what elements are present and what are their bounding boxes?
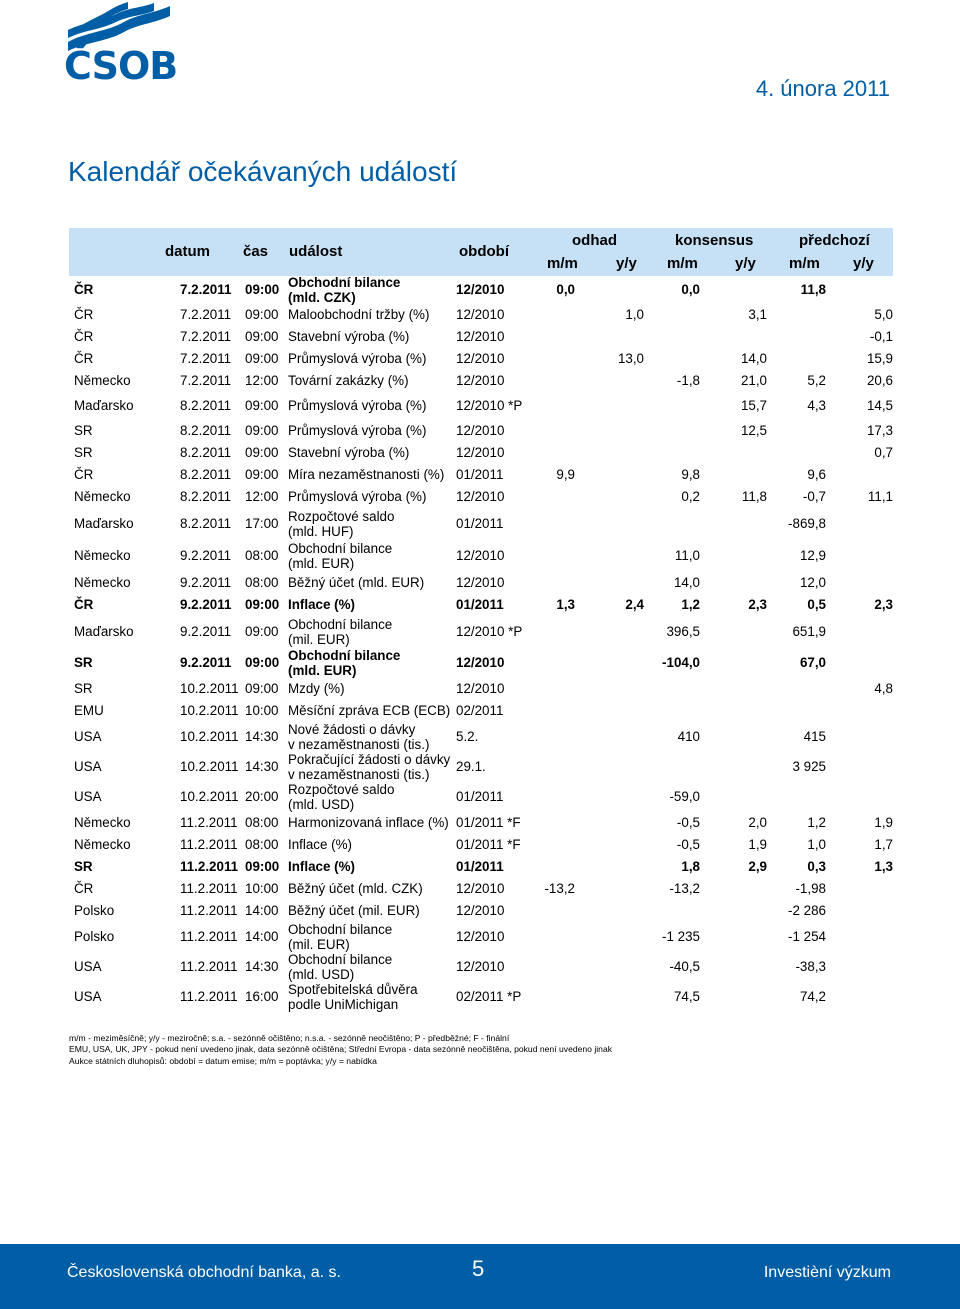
cell-date: 8.2.2011: [180, 423, 232, 438]
cell-date: 11.2.2011: [180, 959, 238, 974]
cell-kons-mm: -40,5: [669, 959, 700, 974]
cell-event: [288, 541, 392, 571]
event-line: (mil. EUR): [288, 632, 350, 647]
cell-time: 08:00: [245, 575, 279, 590]
cell-country: USA: [74, 729, 102, 744]
cell-event: Stavební výroba (%): [288, 329, 410, 344]
cell-period: 12/2010: [456, 329, 505, 344]
cell-pred-yy: 4,8: [874, 681, 893, 696]
cell-time: 08:00: [245, 548, 279, 563]
table-row: [69, 678, 893, 700]
cell-event: Měsíční zpráva ECB (ECB): [288, 703, 451, 718]
cell-country: ČR: [74, 597, 94, 612]
cell-date: 9.2.2011: [180, 624, 232, 639]
cell-odhad-mm: -13,2: [544, 881, 575, 896]
cell-event: Inflace (%): [288, 597, 355, 612]
cell-pred-mm: 3 925: [792, 759, 826, 774]
cell-kons-yy: 2,0: [748, 815, 767, 830]
cell-kons-mm: 410: [677, 729, 700, 744]
cell-event: Tovární zakázky (%): [288, 373, 409, 388]
cell-period: 12/2010: [456, 655, 505, 670]
cell-date: 8.2.2011: [180, 467, 232, 482]
cell-pred-mm: 12,0: [799, 575, 826, 590]
cell-period: 01/2011: [456, 789, 504, 804]
event-line: Obchodní bilance: [288, 922, 393, 937]
cell-kons-mm: 9,8: [681, 467, 700, 482]
cell-pred-mm: -1 254: [788, 929, 826, 944]
table-row: [69, 616, 893, 648]
cell-country: ČR: [74, 351, 94, 366]
cell-event: Průmyslová výroba (%): [288, 398, 427, 413]
header-pred-mm: m/m: [789, 255, 820, 272]
table-row: [69, 722, 893, 752]
page-title: Kalendář očekávaných událostí: [68, 156, 458, 187]
event-line: v nezaměstnanosti (tis.): [288, 767, 430, 782]
cell-event: [288, 275, 400, 305]
cell-pred-mm: 415: [803, 729, 826, 744]
cell-pred-mm: 11,8: [800, 282, 826, 297]
header-cas: čas: [243, 243, 269, 260]
events-table: [69, 228, 893, 1012]
cell-country: Maďarsko: [74, 516, 134, 531]
footer-page-number: 5: [472, 1256, 485, 1281]
cell-period: 12/2010 *P: [456, 398, 523, 413]
cell-event: Inflace (%): [288, 859, 355, 874]
table-row: [69, 782, 893, 812]
cell-pred-mm: -0,7: [802, 489, 826, 504]
footnote-line: EMU, USA, UK, JPY - pokud není uvedeno jinak, data sezónně očištěna; Střední Evropa - data sezónně neočištěna, pokud není uvedeno jinak: [69, 1044, 613, 1055]
cell-pred-yy: -0,1: [869, 329, 893, 344]
cell-country: SR: [74, 423, 93, 438]
cell-time: 14:30: [245, 729, 279, 744]
cell-time: 09:00: [245, 445, 279, 460]
table-row: [69, 952, 893, 982]
table-body: [69, 276, 893, 1012]
event-line: Obchodní bilance: [288, 952, 393, 967]
event-line: (mld. CZK): [288, 290, 356, 305]
cell-time: 09:00: [245, 859, 280, 874]
cell-time: 10:00: [245, 703, 279, 718]
cell-event: Průmyslová výroba (%): [288, 351, 427, 366]
cell-country: Polsko: [74, 903, 115, 918]
cell-event: Běžný účet (mld. EUR): [288, 575, 425, 590]
cell-period: 12/2010: [456, 903, 505, 918]
table-row: [69, 508, 893, 540]
cell-pred-mm: -38,3: [795, 959, 826, 974]
cell-time: 09:00: [245, 597, 280, 612]
event-line: Pokračující žádosti o dávky: [288, 752, 451, 767]
cell-date: 10.2.2011: [180, 703, 239, 718]
cell-period: 01/2011 *F: [456, 815, 521, 830]
cell-pred-yy: 0,7: [874, 445, 893, 460]
cell-time: 16:00: [245, 989, 279, 1004]
cell-kons-mm: 74,5: [673, 989, 700, 1004]
cell-odhad-mm: 1,3: [556, 597, 575, 612]
cell-time: 08:00: [245, 837, 279, 852]
event-line: Obchodní bilance: [288, 617, 393, 632]
cell-period: 01/2011: [456, 516, 504, 531]
cell-event: [288, 982, 418, 1012]
cell-country: USA: [74, 759, 102, 774]
cell-pred-mm: -869,8: [788, 516, 826, 531]
cell-period: 02/2011 *P: [456, 989, 522, 1004]
cell-period: 12/2010: [456, 929, 505, 944]
cell-event: Mzdy (%): [288, 681, 345, 696]
cell-pred-yy: 20,6: [866, 373, 893, 388]
cell-country: Německo: [74, 575, 131, 590]
cell-odhad-yy: 13,0: [617, 351, 644, 366]
cell-country: Německo: [74, 815, 131, 830]
cell-period: 12/2010: [456, 445, 505, 460]
cell-kons-mm: -13,2: [669, 881, 700, 896]
cell-odhad-yy: 2,4: [625, 597, 644, 612]
cell-event: Harmonizovaná inflace (%): [288, 815, 449, 830]
cell-date: 11.2.2011: [180, 881, 238, 896]
cell-period: 01/2011: [456, 597, 504, 612]
cell-pred-yy: 14,5: [866, 398, 893, 413]
cell-date: 10.2.2011: [180, 789, 239, 804]
cell-period: 12/2010: [456, 282, 505, 297]
table-row: [69, 348, 893, 370]
cell-event: [288, 752, 450, 782]
event-line: podle UniMichigan: [288, 997, 399, 1012]
cell-pred-mm: 12,9: [799, 548, 826, 563]
cell-kons-yy: 2,3: [748, 597, 767, 612]
cell-time: 12:00: [245, 489, 279, 504]
table-row: [69, 392, 893, 420]
cell-date: 10.2.2011: [180, 729, 239, 744]
table-row: [69, 442, 893, 464]
cell-kons-mm: -0,5: [676, 837, 700, 852]
cell-date: 11.2.2011: [180, 859, 239, 874]
cell-date: 10.2.2011: [180, 681, 239, 696]
cell-period: 12/2010: [456, 681, 505, 696]
cell-country: SR: [74, 681, 93, 696]
cell-event: Stavební výroba (%): [288, 445, 410, 460]
cell-date: 11.2.2011: [180, 989, 238, 1004]
cell-time: 10:00: [245, 881, 279, 896]
cell-event: Běžný účet (mil. EUR): [288, 903, 420, 918]
cell-pred-mm: 651,9: [792, 624, 826, 639]
cell-event: Průmyslová výroba (%): [288, 489, 427, 504]
cell-period: 12/2010: [456, 307, 505, 322]
cell-event: [288, 922, 392, 952]
event-line: (mld. USD): [288, 967, 355, 982]
cell-time: 09:00: [245, 467, 279, 482]
event-line: (mld. EUR): [288, 663, 357, 678]
cell-date: 9.2.2011: [180, 597, 232, 612]
cell-country: ČR: [74, 282, 94, 297]
cell-country: SR: [74, 445, 93, 460]
cell-country: Maďarsko: [74, 398, 134, 413]
footer-bank-name: Československá obchodní banka, a. s.: [67, 1264, 341, 1281]
cell-pred-yy: 17,3: [866, 423, 893, 438]
cell-event: Běžný účet (mld. CZK): [288, 881, 423, 896]
header-datum: datum: [165, 243, 210, 260]
cell-country: USA: [74, 789, 102, 804]
cell-pred-mm: 5,2: [807, 373, 826, 388]
table-row: [69, 276, 893, 304]
cell-date: 11.2.2011: [180, 837, 238, 852]
cell-kons-yy: 12,5: [740, 423, 767, 438]
cell-country: ČR: [74, 307, 94, 322]
header-pred-yy: y/y: [853, 255, 874, 272]
cell-date: 11.2.2011: [180, 929, 238, 944]
cell-time: 09:00: [245, 681, 279, 696]
cell-time: 14:00: [245, 929, 279, 944]
cell-date: 7.2.2011: [180, 329, 232, 344]
cell-country: Maďarsko: [74, 624, 134, 639]
cell-country: Německo: [74, 837, 131, 852]
cell-date: 9.2.2011: [180, 655, 232, 670]
table-row: [69, 856, 893, 878]
cell-country: Německo: [74, 373, 131, 388]
cell-period: 01/2011: [456, 859, 504, 874]
cell-time: 08:00: [245, 815, 279, 830]
cell-pred-mm: 0,3: [807, 859, 826, 874]
cell-date: 7.2.2011: [180, 351, 232, 366]
cell-date: 7.2.2011: [180, 373, 232, 388]
cell-time: 12:00: [245, 373, 279, 388]
cell-event: [288, 648, 400, 678]
cell-kons-mm: -104,0: [662, 655, 700, 670]
table-row: [69, 420, 893, 442]
table-row: [69, 900, 893, 922]
table-row: [69, 812, 893, 834]
cell-country: EMU: [74, 703, 104, 718]
cell-period: 12/2010: [456, 881, 505, 896]
cell-period: 5.2.: [456, 729, 479, 744]
cell-pred-mm: 1,2: [807, 815, 826, 830]
footnotes: [69, 1033, 612, 1067]
cell-period: 12/2010: [456, 423, 505, 438]
table-row: [69, 572, 893, 594]
cell-date: 9.2.2011: [180, 548, 232, 563]
cell-date: 8.2.2011: [180, 445, 232, 460]
cell-date: 7.2.2011: [180, 307, 232, 322]
header-kons-yy: y/y: [735, 255, 756, 272]
cell-time: 17:00: [245, 516, 279, 531]
cell-pred-yy: 11,1: [867, 489, 893, 504]
cell-country: SR: [74, 859, 93, 874]
table-row: [69, 648, 893, 678]
cell-country: USA: [74, 959, 102, 974]
cell-time: 09:00: [245, 329, 279, 344]
header-konsensus: konsensus: [675, 232, 754, 249]
cell-kons-mm: -59,0: [669, 789, 700, 804]
cell-pred-yy: 1,3: [874, 859, 893, 874]
cell-pred-yy: 15,9: [866, 351, 893, 366]
cell-event: Maloobchodní tržby (%): [288, 307, 430, 322]
cell-time: 20:00: [245, 789, 279, 804]
cell-period: 29.1.: [456, 759, 486, 774]
footnote-line: Aukce státních dluhopisů: období = datum emise; m/m = poptávka; y/y = nabídka: [69, 1055, 377, 1066]
header-udalost: událost: [289, 243, 343, 260]
footnote-line: m/m - meziměsíčně; y/y - meziročně; s.a. - sezónně očištěno; n.s.a. - sezónně neočištěno; P - předběžné; F - finální: [69, 1033, 510, 1043]
cell-date: 8.2.2011: [180, 398, 232, 413]
cell-kons-yy: 3,1: [748, 307, 767, 322]
header-obdobi: období: [459, 243, 509, 260]
cell-period: 01/2011 *F: [456, 837, 521, 852]
csob-logo: [64, 2, 178, 88]
event-line: Rozpočtové saldo: [288, 509, 395, 524]
cell-time: 14:30: [245, 959, 279, 974]
event-line: Nové žádosti o dávky: [288, 722, 416, 737]
cell-time: 09:00: [245, 282, 280, 297]
page-footer: [0, 1244, 960, 1309]
cell-kons-yy: 21,0: [740, 373, 767, 388]
cell-date: 11.2.2011: [180, 903, 238, 918]
cell-country: Polsko: [74, 929, 115, 944]
cell-odhad-mm: 9,9: [556, 467, 575, 482]
cell-country: ČR: [74, 329, 94, 344]
cell-date: 10.2.2011: [180, 759, 239, 774]
cell-event: Míra nezaměstnanosti (%): [288, 467, 445, 482]
cell-pred-mm: 1,0: [807, 837, 826, 852]
cell-period: 12/2010 *P: [456, 624, 523, 639]
cell-event: Průmyslová výroba (%): [288, 423, 427, 438]
cell-kons-yy: 14,0: [740, 351, 767, 366]
cell-country: Německo: [74, 548, 131, 563]
cell-kons-mm: 1,8: [681, 859, 700, 874]
cell-time: 09:00: [245, 423, 279, 438]
cell-country: ČR: [74, 881, 94, 896]
header-kons-mm: m/m: [667, 255, 698, 272]
cell-kons-mm: 14,0: [673, 575, 700, 590]
cell-kons-mm: 11,0: [674, 548, 700, 563]
cell-kons-mm: -1 235: [662, 929, 700, 944]
cell-kons-yy: 2,9: [748, 859, 767, 874]
footer-department: Investièní výzkum: [763, 1264, 891, 1281]
cell-event: [288, 722, 429, 752]
event-line: (mld. USD): [288, 797, 355, 812]
event-line: (mld. HUF): [288, 524, 354, 539]
cell-odhad-mm: 0,0: [556, 282, 575, 297]
table-row: [69, 594, 893, 616]
cell-pred-mm: 0,5: [807, 597, 826, 612]
cell-date: 9.2.2011: [180, 575, 232, 590]
header-odhad-yy: y/y: [616, 255, 637, 272]
table-row: [69, 752, 893, 782]
cell-pred-yy: 1,9: [874, 815, 893, 830]
cell-country: Německo: [74, 489, 131, 504]
cell-event: [288, 617, 392, 647]
cell-kons-mm: 396,5: [666, 624, 700, 639]
cell-country: SR: [74, 655, 93, 670]
cell-date: 7.2.2011: [180, 282, 232, 297]
cell-event: [288, 782, 394, 812]
cell-country: ČR: [74, 467, 94, 482]
cell-period: 12/2010: [456, 489, 505, 504]
table-row: [69, 700, 893, 722]
cell-period: 02/2011: [456, 703, 504, 718]
cell-kons-yy: 15,7: [740, 398, 767, 413]
table-row: [69, 326, 893, 348]
cell-kons-mm: 0,0: [681, 282, 700, 297]
cell-kons-mm: 1,2: [681, 597, 700, 612]
document-date: 4. února 2011: [755, 76, 890, 101]
table-row: [69, 878, 893, 900]
cell-period: 12/2010: [456, 351, 505, 366]
table-row: [69, 486, 893, 508]
event-line: Obchodní bilance: [288, 275, 401, 290]
header-odhad: odhad: [572, 232, 617, 249]
cell-period: 01/2011: [456, 467, 504, 482]
cell-pred-mm: -1,98: [795, 881, 826, 896]
cell-kons-mm: -1,8: [676, 373, 700, 388]
cell-country: USA: [74, 989, 102, 1004]
cell-date: 8.2.2011: [180, 489, 232, 504]
event-line: Obchodní bilance: [288, 541, 393, 556]
cell-time: 09:00: [245, 351, 279, 366]
cell-date: 11.2.2011: [180, 815, 238, 830]
cell-kons-yy: 11,8: [741, 489, 767, 504]
cell-time: 09:00: [245, 307, 279, 322]
cell-pred-mm: -2 286: [788, 903, 826, 918]
table-row: [69, 370, 893, 392]
table-row: [69, 540, 893, 572]
cell-time: 09:00: [245, 655, 280, 670]
cell-kons-mm: 0,2: [681, 489, 700, 504]
cell-time: 14:30: [245, 759, 279, 774]
cell-pred-yy: 1,7: [874, 837, 893, 852]
cell-pred-mm: 4,3: [807, 398, 826, 413]
event-line: Obchodní bilance: [288, 648, 401, 663]
table-header: [69, 228, 893, 276]
cell-time: 14:00: [245, 903, 279, 918]
header-odhad-mm: m/m: [547, 255, 578, 272]
cell-pred-mm: 9,6: [807, 467, 826, 482]
event-line: (mld. EUR): [288, 556, 355, 571]
cell-event: [288, 509, 394, 539]
event-line: Rozpočtové saldo: [288, 782, 395, 797]
table-row: [69, 982, 893, 1012]
cell-event: [288, 952, 392, 982]
cell-event: Inflace (%): [288, 837, 352, 852]
event-line: v nezaměstnanosti (tis.): [288, 737, 430, 752]
table-row: [69, 834, 893, 856]
header-predchozi: předchozí: [799, 232, 870, 249]
table-row: [69, 304, 893, 326]
cell-period: 12/2010: [456, 548, 505, 563]
cell-pred-yy: 5,0: [874, 307, 893, 322]
logo-text: ČSOB: [64, 44, 178, 88]
cell-pred-yy: 2,3: [874, 597, 893, 612]
event-line: Spotřebitelská důvěra: [288, 982, 418, 997]
cell-period: 12/2010: [456, 575, 505, 590]
cell-kons-yy: 1,9: [748, 837, 767, 852]
cell-pred-mm: 67,0: [799, 655, 826, 670]
table-row: [69, 922, 893, 952]
cell-pred-mm: 74,2: [799, 989, 826, 1004]
event-line: (mil. EUR): [288, 937, 350, 952]
cell-time: 09:00: [245, 624, 279, 639]
cell-period: 12/2010: [456, 959, 505, 974]
cell-time: 09:00: [245, 398, 279, 413]
table-row: [69, 464, 893, 486]
cell-odhad-yy: 1,0: [625, 307, 644, 322]
cell-period: 12/2010: [456, 373, 505, 388]
cell-kons-mm: -0,5: [676, 815, 700, 830]
cell-date: 8.2.2011: [180, 516, 232, 531]
